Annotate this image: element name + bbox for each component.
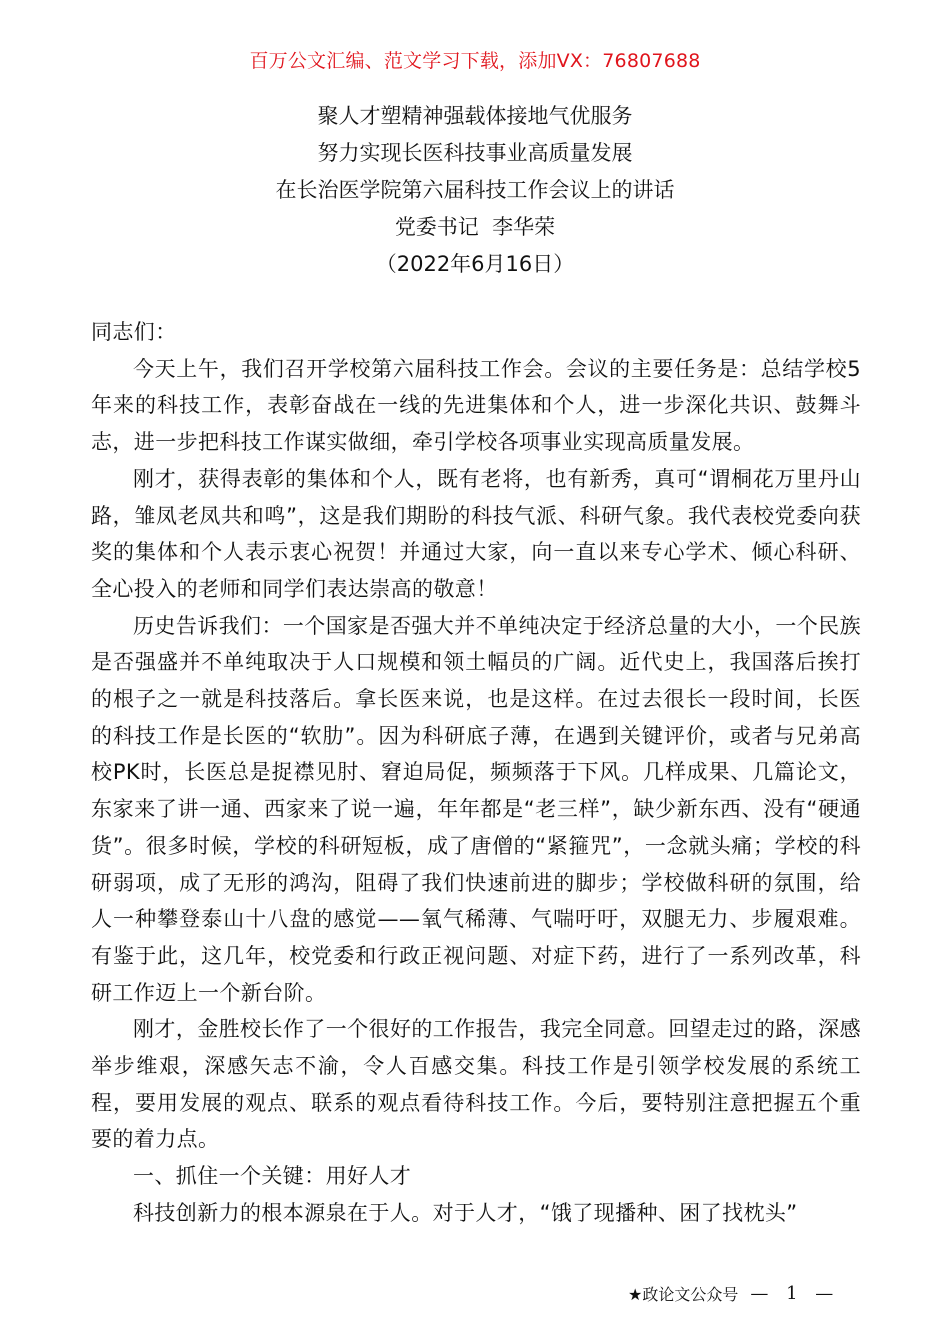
salutation: 同志们：	[91, 320, 177, 344]
paragraph-3: 历史告诉我们：一个国家是否强大并不单纯决定于经济总量的大小，一个民族是否强盛并不单纯取决于人口规模和领土幅员的广阔。近代史上，我国落后挨打的根子之一就是科技落后。拿长医来说，也是这样。在过去很长一段时间，长医的科技工作是长医的“软肋”。因为科研底子薄，在遇到关键评价，或者与兄弟高校PK时，长医总是捉襟见肘、窘迫局促，频频落于下风。几样成果、几篇论文，东家来了讲一通、西家来了说一遍，年年都是“老三样”，缺少新东西、没有“硬通货”。很多时候，学校的科研短板，成了唐僧的“紧箍咒”，一念就头痛；学校的科研弱项，成了无形的鸿沟，阻碍了我们快速前进的脚步；学校做科研的氛围，给人一种攀登泰山十八盘的感觉——氧气稀薄、气喘吁吁，双腿无力、步履艰难。有鉴于此，这几年，校党委和行政正视问题、对症下药，进行了一系列改革，科研工作迈上一个新台阶。	[91, 613, 861, 1005]
paragraph-2: 刚才，获得表彰的集体和个人，既有老将，也有新秀，真可“谓桐花万里丹山路，雏凤老凤共和鸣”，这是我们期盼的科技气派、科研气象。我代表校党委向获奖的集体和个人表示衷心祝贺！并通过大家，向一直以来专心学术、倾心科研、全心投入的老师和同学们表达崇高的敬意！	[91, 466, 861, 601]
page-number: — 1 —	[750, 1283, 840, 1304]
title-line-1: 聚人才塑精神强载体接地气优服务	[317, 104, 633, 128]
section-heading-1: 一、抓住一个关键：用好人才	[133, 1164, 412, 1189]
paragraph-1: 今天上午，我们召开学校第六届科技工作会。会议的主要任务是：总结学校5年来的科技工作，表彰奋战在一线的先进集体和个人，进一步深化共识、鼓舞斗志，进一步把科技工作谋实做细，牵引学校各项事业实现高质量发展。	[91, 356, 861, 455]
date-line: （2022年6月16日）	[375, 252, 575, 276]
footer-source: ★政论文公众号	[628, 1285, 739, 1304]
page-footer	[628, 1282, 839, 1305]
paragraph-4: 刚才，金胜校长作了一个很好的工作报告，我完全同意。回望走过的路，深感举步维艰，深感矢志不渝，令人百感交集。科技工作是引领学校发展的系统工程，要用发展的观点、联系的观点看待科技工作。今后，要特别注意把握五个重要的着力点。	[91, 1017, 861, 1152]
title-line-2: 努力实现长医科技事业高质量发展	[317, 141, 633, 165]
title-line-3: 在长治医学院第六届科技工作会议上的讲话	[275, 178, 675, 202]
speaker-line: 党委书记 李华荣	[394, 215, 556, 239]
download-banner: 百万公文汇编、范文学习下载，添加VX：76807688	[249, 50, 701, 72]
speech-body	[91, 314, 861, 1232]
paragraph-5: 科技创新力的根本源泉在于人。对于人才，“饿了现播种、困了找枕头”	[133, 1200, 798, 1225]
speech-title-block	[0, 98, 950, 283]
